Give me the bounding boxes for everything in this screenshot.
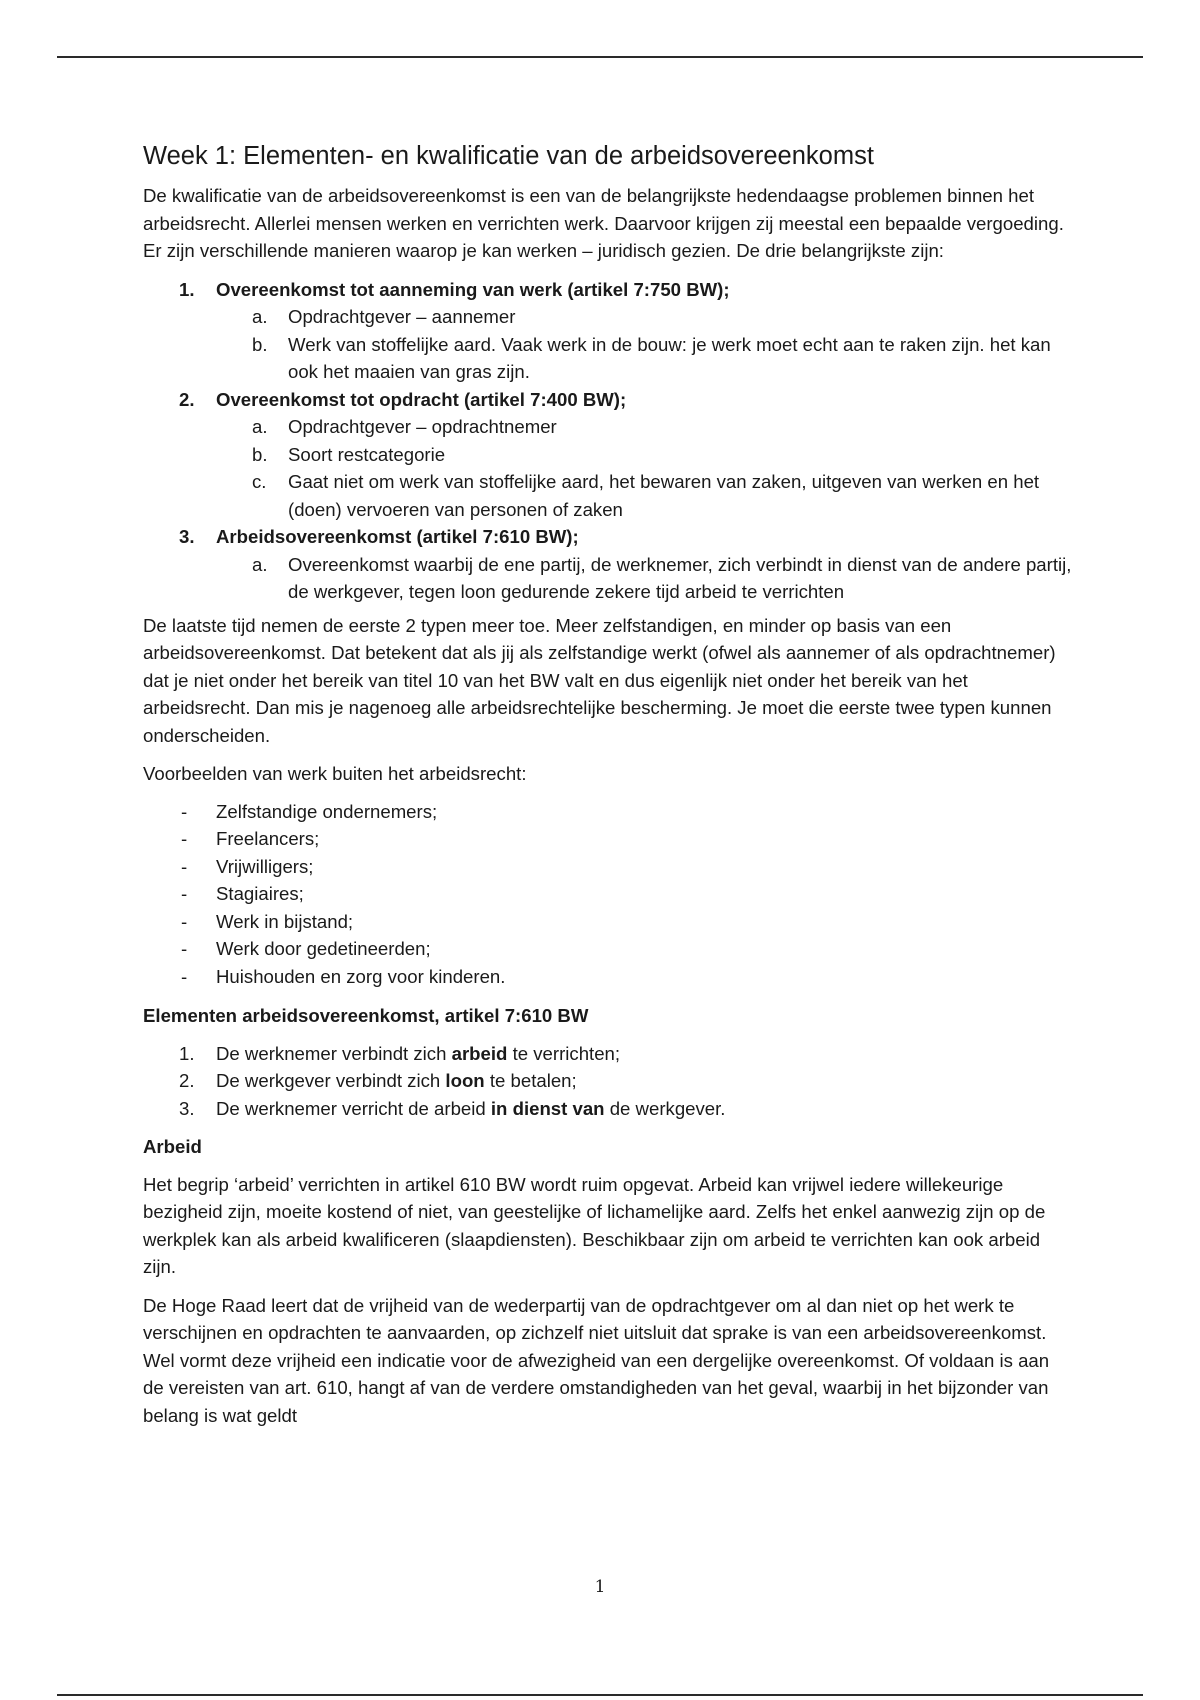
examples-list — [143, 798, 1073, 991]
dash-bullet: - — [181, 938, 188, 959]
list-item — [143, 908, 1073, 936]
sub-item-text: Opdrachtgever – opdrachtnemer — [288, 416, 557, 437]
sub-item-text: Gaat niet om werk van stoffelijke aard, het bewaren van zaken, uitgeven van werken en het (doen) vervoeren van personen of zaken — [288, 471, 1040, 520]
list-item — [143, 963, 1073, 991]
list-item-title: Overeenkomst tot aanneming van werk (artikel 7:750 BW); — [216, 278, 730, 300]
arbeid-heading: Arbeid — [143, 1136, 202, 1157]
list-item — [143, 1095, 1073, 1123]
example-text: Werk door gedetineerden; — [216, 938, 431, 959]
sub-list-item — [143, 551, 1073, 606]
list-number: 2. — [179, 388, 195, 410]
examples-intro: Voorbeelden van werk buiten het arbeidsrecht: — [143, 763, 527, 784]
element-text: te betalen; — [484, 1070, 577, 1091]
sub-item-text: Opdrachtgever – aannemer — [288, 306, 516, 327]
list-letter: a. — [252, 306, 268, 327]
sub-list-item — [143, 441, 1073, 469]
list-item — [143, 386, 1073, 414]
trend-paragraph: De laatste tijd nemen de eerste 2 typen meer toe. Meer zelfstandigen, en minder op basis van een arbeidsovereenkomst. Dat betekent dat als jij als zelfstandige werkt (ofwel als aannemer of als opdrachtnemer) dat je niet onder het bereik van titel 10 van het BW valt en dus eigenlijk niet onder het bereik van het arbeidsrecht. Dan mis je nagenoeg alle arbeidsrechtelijke bescherming. Je moet die eerste twee typen kunnen onderscheiden. — [143, 614, 1056, 746]
list-item — [143, 1067, 1073, 1095]
example-text: Werk in bijstand; — [216, 910, 354, 932]
list-number: 1. — [179, 278, 195, 300]
list-number: 3. — [179, 1097, 195, 1119]
element-text: de werkgever. — [604, 1097, 726, 1119]
list-letter: a. — [252, 416, 268, 437]
example-text: Huishouden en zorg voor kinderen. — [216, 965, 506, 987]
element-bold: loon — [445, 1070, 485, 1091]
dash-bullet: - — [181, 965, 188, 987]
list-number: 3. — [179, 526, 195, 547]
list-item — [143, 798, 1073, 826]
sub-list-item — [143, 413, 1073, 441]
list-item — [143, 276, 1073, 304]
list-item — [143, 523, 1073, 551]
list-letter: c. — [252, 471, 267, 492]
sub-list-item — [143, 331, 1073, 386]
dash-bullet: - — [181, 800, 188, 822]
sub-item-text: Soort restcategorie — [288, 443, 446, 465]
page-number: 1 — [594, 1577, 606, 1597]
list-letter: b. — [252, 443, 268, 465]
dash-bullet: - — [181, 910, 188, 932]
sub-item-text: Overeenkomst waarbij de ene partij, de werknemer, zich verbindt in dienst van de andere partij, de werkgever, tegen loon gedurende zekere tijd arbeid te verrichten — [288, 553, 1072, 602]
element-text: De werknemer verricht de arbeid — [216, 1097, 491, 1119]
list-item — [143, 880, 1073, 908]
intro-paragraph: De kwalificatie van de arbeidsovereenkomst is een van de belangrijkste hedendaagse problemen binnen het arbeidsrecht. Allerlei mensen werken en verrichten werk. Daarvoor krijgen zij meestal een bepaalde vergoeding. Er zijn verschillende manieren waarop je kan werken – juridisch gezien. De drie belangrijkste zijn: — [143, 185, 1064, 261]
sub-list-item — [143, 303, 1073, 331]
list-item-title: Overeenkomst tot opdracht (artikel 7:400 BW); — [216, 388, 627, 410]
page-content — [143, 140, 1073, 1440]
list-item — [143, 853, 1073, 881]
list-item — [143, 1040, 1073, 1068]
contract-types-list — [143, 276, 1073, 606]
list-letter: b. — [252, 333, 268, 355]
arbeid-paragraph-1: Het begrip ‘arbeid’ verrichten in artikel 610 BW wordt ruim opgevat. Arbeid kan vrijwel iedere willekeurige bezigheid zijn, moeite kostend of niet, van geestelijke of lichamelijke aard. Zelfs het enkel aanwezig zijn op de werkplek kan als arbeid kwalificeren (slaapdiensten). Beschikbaar zijn om arbeid te verrichten kan ook arbeid zijn. — [143, 1173, 1046, 1277]
example-text: Stagiaires; — [216, 883, 304, 904]
list-letter: a. — [252, 553, 268, 575]
dash-bullet: - — [181, 883, 188, 904]
list-number: 2. — [179, 1070, 195, 1091]
element-text: De werkgever verbindt zich — [216, 1070, 446, 1091]
dash-bullet: - — [181, 855, 188, 877]
sub-list-item — [143, 468, 1073, 523]
elements-heading: Elementen arbeidsovereenkomst, artikel 7:610 BW — [143, 1005, 589, 1026]
example-text: Freelancers; — [216, 828, 320, 849]
list-number: 1. — [179, 1042, 195, 1064]
list-item-title: Arbeidsovereenkomst (artikel 7:610 BW); — [216, 526, 579, 547]
header-rule — [57, 56, 1143, 58]
list-item — [143, 935, 1073, 963]
element-text: De werknemer verbindt zich — [216, 1042, 452, 1064]
sub-item-text: Werk van stoffelijke aard. Vaak werk in de bouw: je werk moet echt aan te raken zijn. het kan ook het maaien van gras zijn. — [288, 333, 1051, 382]
dash-bullet: - — [181, 828, 188, 849]
footer-rule — [57, 1694, 1143, 1696]
element-bold: arbeid — [451, 1042, 508, 1064]
example-text: Zelfstandige ondernemers; — [216, 800, 438, 822]
page-title: Week 1: Elementen- en kwalificatie van de arbeidsovereenkomst — [143, 142, 874, 170]
example-text: Vrijwilligers; — [216, 855, 314, 877]
element-bold: in dienst van — [490, 1097, 605, 1119]
arbeid-paragraph-2: De Hoge Raad leert dat de vrijheid van de wederpartij van de opdrachtgever om al dan niet op het werk te verschijnen en opdrachten te aanvaarden, op zichzelf niet uitsluit dat sprake is van een arbeidsovereenkomst. Wel vormt deze vrijheid een indicatie voor de afwezigheid van een dergelijke overeenkomst. Of voldaan is aan de vereisten van art. 610, hangt af van de verdere omstandigheden van het geval, waarbij in het bijzonder van belang is wat geldt — [143, 1294, 1050, 1426]
list-item — [143, 825, 1073, 853]
element-text: te verrichten; — [507, 1042, 621, 1064]
elements-list — [143, 1040, 1073, 1123]
